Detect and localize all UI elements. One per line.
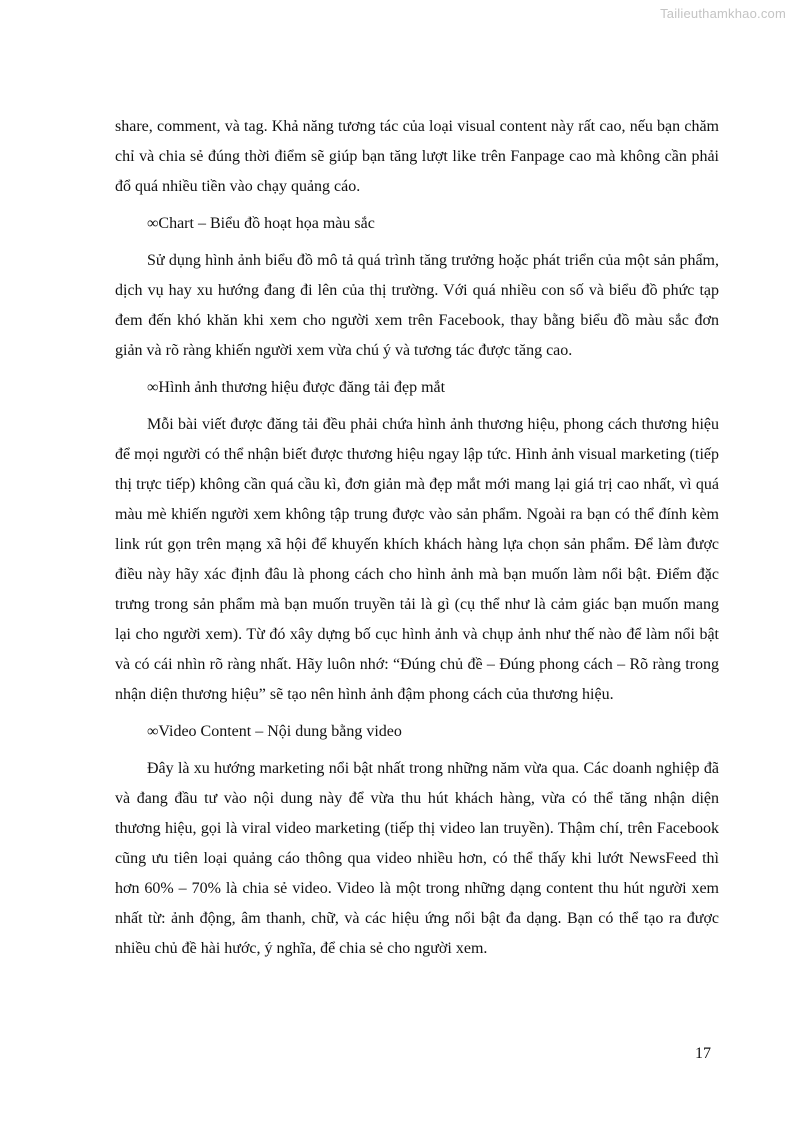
- watermark-text: Tailieuthamkhao.com: [660, 6, 786, 21]
- section-body-brand-image: Mỗi bài viết được đăng tải đều phải chứa hình ảnh thương hiệu, phong cách thương hiệu để mọi người có thể nhận biết được thương hiệu ngay lập tức. Hình ảnh visual marketing (tiếp thị trực tiếp) không cần quá cầu kì, đơn giản mà đẹp mắt mới mang lại giá trị cao nhất, vì quá màu mè khiến người xem không tập trung được vào sản phẩm. Ngoài ra bạn có thể đính kèm link rút gọn trên mạng xã hội để khuyến khích khách hàng lựa chọn sản phẩm. Để làm được điều này hãy xác định đâu là phong cách cho hình ảnh mà bạn muốn làm nổi bật. Điểm đặc trưng trong sản phẩm mà bạn muốn truyền tải là gì (cụ thể như là cảm giác bạn muốn mang lại cho người xem). Từ đó xây dựng bố cục hình ảnh và chụp ảnh như thế nào để làm nổi bật và có cái nhìn rõ ràng nhất. Hãy luôn nhớ: “Đúng chủ đề – Đúng phong cách – Rõ ràng trong nhận diện thương hiệu” sẽ tạo nên hình ảnh đậm phong cách của thương hiệu.: [115, 416, 719, 703]
- continuation-paragraph: share, comment, và tag. Khả năng tương tác của loại visual content này rất cao, nếu bạn chăm chỉ và chia sẻ đúng thời điểm sẽ giúp bạn tăng lượt like trên Fanpage cao mà không cần phải đổ quá nhiều tiền vào chạy quảng cáo.: [115, 118, 719, 195]
- page-number: 17: [695, 1045, 711, 1062]
- section-body-video: Đây là xu hướng marketing nổi bật nhất trong những năm vừa qua. Các doanh nghiệp đã và đang đầu tư vào nội dung này để vừa thu hút khách hàng, vừa có thể tăng nhận diện thương hiệu, gọi là viral video marketing (tiếp thị video lan truyền). Thậm chí, trên Facebook cũng ưu tiên loại quảng cáo thông qua video nhiều hơn, có thể thấy khi lướt NewsFeed thì hơn 60% – 70% là chia sẻ video. Video là một trong những dạng content thu hút người xem nhất từ: ảnh động, âm thanh, chữ, và các hiệu ứng nổi bật đa dạng. Bạn có thể tạo ra được nhiều chủ đề hài hước, ý nghĩa, để chia sẻ cho người xem.: [115, 760, 719, 957]
- section-body-chart: Sử dụng hình ảnh biểu đồ mô tả quá trình tăng trưởng hoặc phát triển của một sản phẩm, dịch vụ hay xu hướng đang đi lên của thị trường. Với quá nhiều con số và biểu đồ phức tạp đem đến khó khăn khi xem cho người xem trên Facebook, thay bằng biểu đồ màu sắc đơn giản và rõ ràng khiến người xem vừa chú ý và tương tác được tăng cao.: [115, 252, 719, 359]
- document-body: [115, 112, 719, 964]
- section-heading-brand-image: ∞Hình ảnh thương hiệu được đăng tải đẹp mắt: [147, 379, 446, 396]
- section-heading-video: ∞Video Content – Nội dung bằng video: [147, 723, 402, 740]
- section-heading-chart: ∞Chart – Biểu đồ hoạt họa màu sắc: [147, 215, 375, 232]
